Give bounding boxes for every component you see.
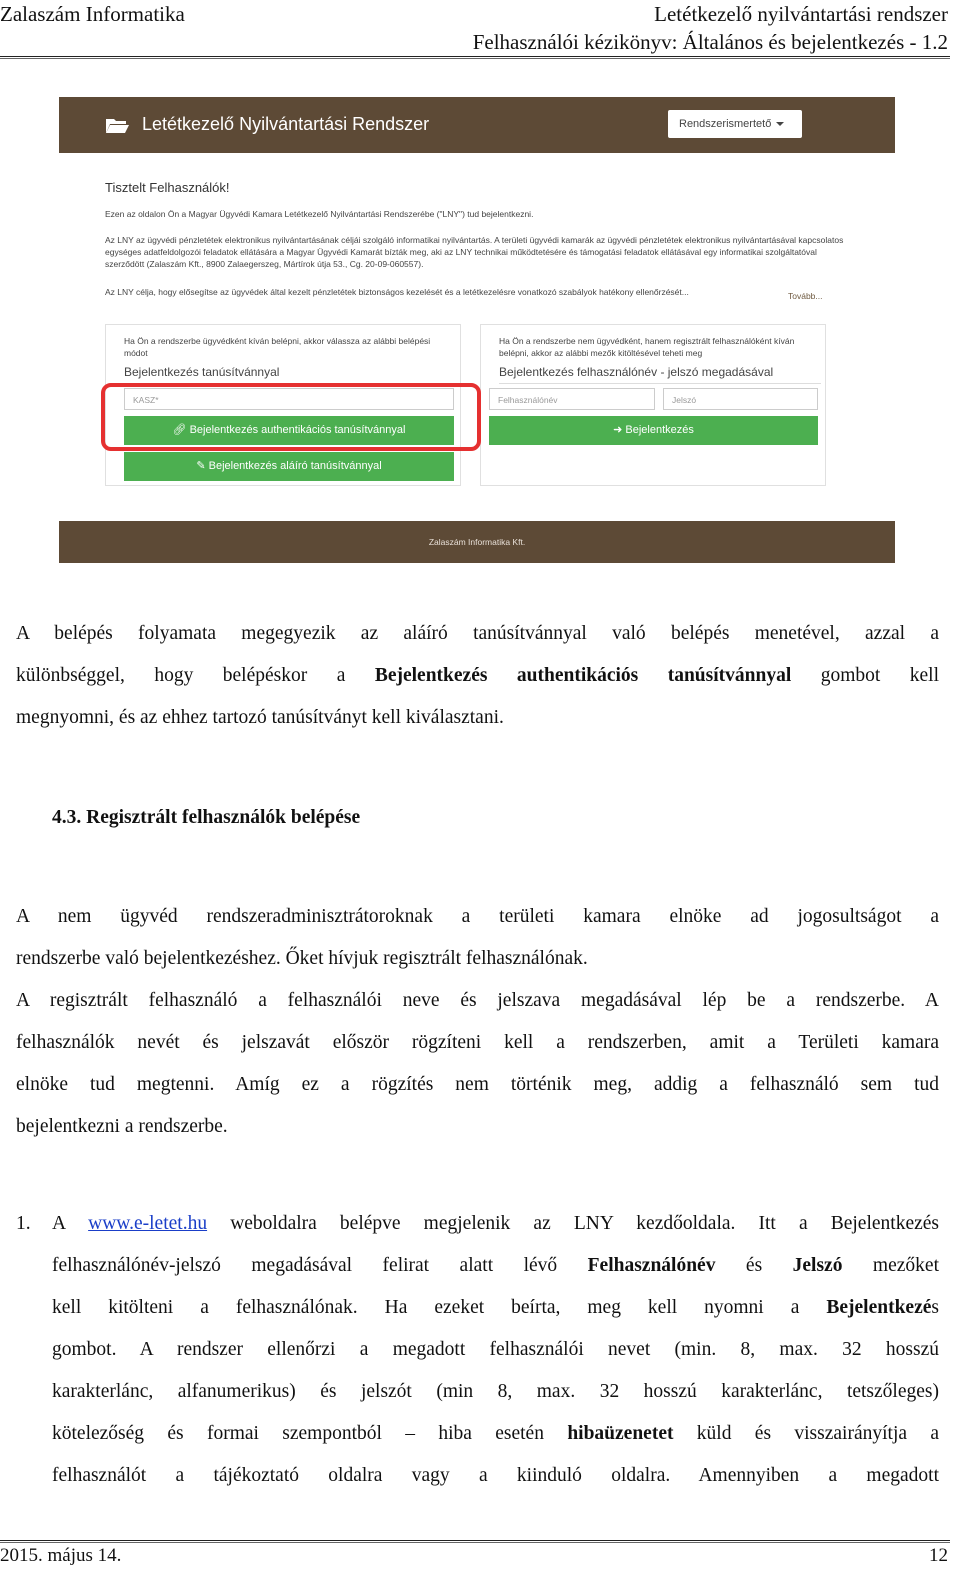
intro-text-1: Ezen az oldalon Ön a Magyar Ügyvédi Kamara Letétkezelő Nyilvántartási Rendszerébe ("LNY") tud bejelentkezni.	[105, 209, 534, 219]
text-run: s	[931, 1297, 939, 1318]
list-item-line-5: karakterlánc, alfanumerikus) és jelszót (min 8, max. 32 hosszú karakterlánc, tetszőleges)	[52, 1381, 939, 1402]
text-run: mezőket	[842, 1255, 939, 1276]
paragraph-1-line-3: megnyomni, és az ehhez tartozó tanúsítványt kell kiválasztani.	[16, 707, 504, 728]
link-icon: 🔗︎	[172, 424, 190, 436]
header-system: Letétkezelő nyilvántartási rendszer	[654, 2, 948, 26]
text-run: és	[715, 1255, 793, 1276]
pencil-icon: ✎	[196, 460, 209, 472]
text-run: felhasználónév-jelszó megadásával felirat alatt lévő	[52, 1255, 588, 1276]
bold-text: Bejelentkezés authentikációs tanúsítvánnyal	[374, 665, 792, 686]
bold-text: Bejelentkezé	[826, 1297, 932, 1318]
list-item-line-2	[52, 1245, 939, 1287]
e-letet-link[interactable]: www.e-letet.hu	[88, 1213, 208, 1234]
header-manual: Felhasználói kézikönyv: Általános és bejelentkezés - 1.2	[472, 30, 948, 54]
paragraph-3-line-1: A regisztrált felhasználó a felhasználói neve és jelszava megadásával lép be a rendszerbe. A	[16, 990, 939, 1011]
sign-certificate-login-button[interactable]	[124, 452, 454, 481]
login-screenshot	[59, 97, 895, 563]
text-run: különbséggel, hogy belépéskor a	[16, 665, 375, 686]
header-divider-secondary	[0, 58, 950, 59]
folder-open-icon	[105, 116, 129, 134]
bold-text: Felhasználónév	[587, 1255, 716, 1276]
system-info-dropdown[interactable]	[668, 110, 802, 138]
section-heading: 4.3. Regisztrált felhasználók belépése	[52, 807, 361, 828]
header-company: Zalaszám Informatika	[0, 2, 185, 26]
paragraph-3-line-3: elnöke tud megtenni. Amíg ez a rögzítés nem történik meg, addig a felhasználó sem tud	[16, 1074, 939, 1095]
more-link[interactable]: Tovább...	[788, 291, 823, 301]
footer-divider-secondary	[0, 1542, 950, 1543]
app-header-bar	[59, 97, 895, 153]
app-footer: Zalaszám Informatika Kft.	[59, 521, 895, 563]
list-item-number: 1.	[16, 1213, 31, 1234]
paragraph-1-line-1: A belépés folyamata megegyezik az aláíró tanúsítvánnyal való belépés menetével, azzal a	[16, 623, 939, 644]
login-button[interactable]	[489, 416, 818, 445]
text-run: kötelezőség és formai szempontból – hiba esetén	[52, 1423, 568, 1444]
list-item-line-6	[52, 1413, 939, 1455]
paragraph-2-line-2: rendszerbe való bejelentkezéshez. Őket hívjuk regisztrált felhasználónak.	[16, 948, 588, 969]
password-login-panel	[480, 324, 826, 486]
text-run: küld és visszairányítja a	[673, 1423, 940, 1444]
text-run: gombot kell	[791, 665, 940, 686]
header-divider	[0, 56, 950, 57]
username-input[interactable]: Felhasználónév	[489, 388, 655, 410]
auth-button-label: Bejelentkezés authentikációs tanúsítvánnyal	[189, 424, 406, 436]
page-number: 12	[929, 1545, 948, 1566]
highlight-frame	[101, 383, 481, 451]
paragraph-2-line-1: A nem ügyvéd rendszeradminisztrátoroknak a területi kamara elnöke ad jogosultságot a	[16, 906, 939, 927]
intro-text-3: Az LNY célja, hogy elősegítse az ügyvédek által kezelt pénzletétek biztonságos kezelését és a letétkezelésre vonatkozó szabályok hatékony ellenőrzését...	[105, 287, 689, 297]
footer-date: 2015. május 14.	[0, 1545, 122, 1566]
paragraph-1-line-2	[16, 655, 939, 697]
panel-heading: Bejelentkezés felhasználónév - jelszó megadásával	[499, 365, 774, 379]
sign-button-label: Bejelentkezés aláíró tanúsítvánnyal	[208, 460, 382, 472]
paragraph-3-line-4: bejelentkezni a rendszerbe.	[16, 1116, 228, 1137]
bold-text: hibaüzenetet	[567, 1423, 674, 1444]
paragraph-3-line-2: felhasználók nevét és jelszavát először rögzíteni kell a rendszerben, amit a Területi kamara	[16, 1032, 939, 1053]
system-info-label: Rendszerismertető	[679, 118, 772, 130]
login-button-label: Bejelentkezés	[625, 424, 694, 436]
bold-text: Jelszó	[792, 1255, 843, 1276]
list-item-line-7: felhasználót a tájékoztató oldalra vagy a kiinduló oldalra. Amennyiben a megadott	[52, 1465, 939, 1486]
list-item-line-3	[52, 1287, 939, 1329]
footer-divider	[0, 1540, 950, 1541]
list-item-line-1	[52, 1203, 939, 1245]
password-input[interactable]: Jelszó	[663, 388, 818, 410]
list-item-line-4: gombot. A rendszer ellenőrzi a megadott felhasználói nevet (min. 8, max. 32 hosszú	[52, 1339, 939, 1360]
text-run: weboldalra belépve megjelenik az LNY kezdőoldala. Itt a Bejelentkezés	[207, 1213, 939, 1234]
app-title: Letétkezelő Nyilvántartási Rendszer	[142, 114, 430, 134]
intro-text-2: Az LNY az ügyvédi pénzletétek elektronikus nyilvántartásának céljái szolgáló informatikai nyilvántartás. A területi ügyvédi kamarák az ügyvédi pénzletétek elektronikus nyilvántartásával kapcsolatos egységes adatfeldolgozói feladatok ellátására a Magyar Ügyvédi Kamarát bízták meg, aki az LNY technikai működtetésére és támogatási feladatok ellátásával egy informatikai szolgáltatóval szerződött (Zalaszám Kft., 8900 Zalaegerszeg, Mártírok útja 53., Cg. 20-09-060557).	[105, 235, 844, 269]
text-run: kell kitölteni a felhasználónak. Ha ezeket beírta, meg kell nyomni a	[52, 1297, 827, 1318]
panel-divider	[499, 383, 821, 384]
sign-in-icon: ➜	[613, 424, 626, 436]
greeting: Tisztelt Felhasználók!	[105, 180, 230, 195]
kasz-input[interactable]: KASZ*	[124, 388, 454, 410]
panel-note: Ha Ön a rendszerbe ügyvédként kíván belépni, akkor válassza az alábbi belépési módot	[124, 336, 431, 358]
caret-down-icon	[776, 122, 784, 126]
panel-heading: Bejelentkezés tanúsítvánnyal	[124, 365, 280, 379]
panel-note: Ha Ön a rendszerbe nem ügyvédként, hanem regisztrált felhasználóként kíván belépni, akkor az alábbi mezők kitöltésével teheti meg	[499, 336, 795, 358]
text-run: A	[52, 1213, 89, 1234]
